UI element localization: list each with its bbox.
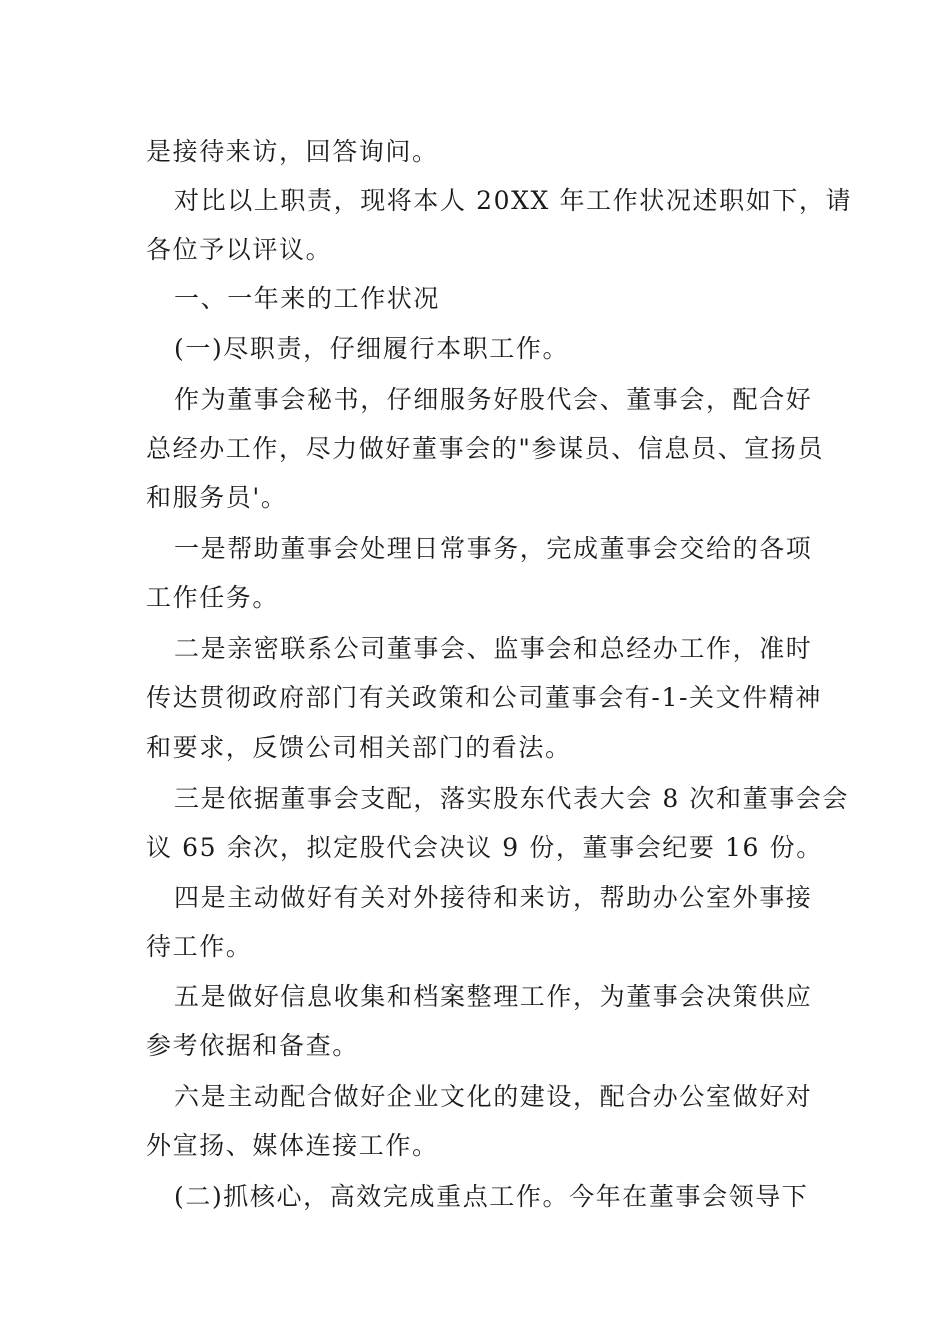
text-line: 传达贯彻政府部门有关政策和公司董事会有-1-关文件精神 <box>146 683 823 712</box>
subsection-heading: (二)抓核心，高效完成重点工作。今年在董事会领导下 <box>174 1182 809 1211</box>
subsection-heading: (一)尽职责，仔细履行本职工作。 <box>174 334 570 363</box>
text-line: 一是帮助董事会处理日常事务，完成董事会交给的各项 <box>174 534 813 563</box>
section-heading: 一、一年来的工作状况 <box>174 284 441 313</box>
text-line: 议 65 余次，拟定股代会决议 9 份，董事会纪要 16 份。 <box>146 833 823 862</box>
text-line: 工作任务。 <box>146 583 280 612</box>
text-line: 和要求，反馈公司相关部门的看法。 <box>146 733 572 762</box>
text-line: 参考依据和备查。 <box>146 1031 359 1060</box>
text-line: 对比以上职责，现将本人 20XX 年工作状况述职如下，请 <box>174 186 853 215</box>
text-line: 是接待来访，回答询问。 <box>146 137 439 166</box>
text-line: 待工作。 <box>146 932 253 961</box>
text-line: 五是做好信息收集和档案整理工作，为董事会决策供应 <box>174 982 813 1011</box>
text-line: 三是依据董事会支配，落实股东代表大会 8 次和董事会会 <box>174 784 850 813</box>
text-line: 各位予以评议。 <box>146 235 333 264</box>
text-line: 总经办工作，尽力做好董事会的"参谋员、信息员、宣扬员 <box>146 434 825 463</box>
text-line: 二是亲密联系公司董事会、监事会和总经办工作，准时 <box>174 634 813 663</box>
text-line: 四是主动做好有关对外接待和来访，帮助办公室外事接 <box>174 883 813 912</box>
text-line: 六是主动配合做好企业文化的建设，配合办公室做好对 <box>174 1082 813 1111</box>
text-line: 和服务员'。 <box>146 483 288 512</box>
text-line: 作为董事会秘书，仔细服务好股代会、董事会，配合好 <box>174 385 813 414</box>
text-line: 外宣扬、媒体连接工作。 <box>146 1131 439 1160</box>
